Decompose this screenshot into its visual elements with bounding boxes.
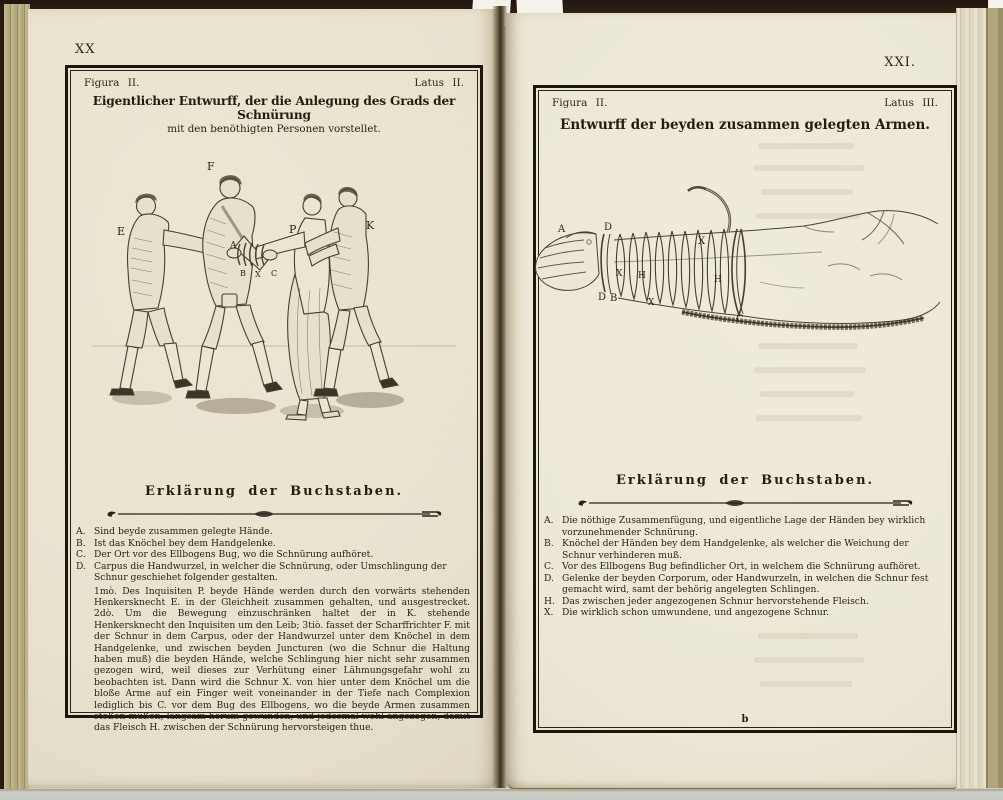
book-block-edge [986, 8, 1003, 788]
engraving-label: C [736, 314, 744, 325]
engraving-label: H [714, 275, 722, 285]
list-item [76, 561, 470, 584]
engraving-label: D [598, 292, 607, 303]
item-text: Vor des Ellbogens Bug befindlicher Ort, in welchem die Schnürung aufhöret. [562, 561, 921, 572]
page-frame [533, 85, 957, 733]
engraving-label: X [255, 270, 261, 279]
letter-explanations [544, 515, 944, 619]
list-item [76, 549, 470, 561]
item-text: Das zwischen jeder angezogenen Schnur hervorstehende Fleisch. [562, 595, 869, 607]
list-item [544, 573, 944, 596]
right-page [506, 13, 956, 790]
engraving-label: E [117, 225, 126, 238]
item-letter: A. [76, 526, 86, 537]
engraving-label: X [616, 269, 623, 279]
item-letter: B. [76, 537, 86, 549]
table-surface [0, 789, 1003, 800]
engraving-label: B [610, 293, 618, 304]
engraving-four-figures-svg [84, 148, 464, 448]
page-number: XX [75, 42, 96, 57]
explanation-heading: Erklärung der Buchstaben. [144, 484, 404, 499]
engraving-label: X [698, 236, 706, 247]
list-item [544, 596, 944, 608]
engraving-label: F [207, 160, 215, 173]
plate-title: Eigentlicher Entwurff, der die Anlegung des Grads der Schnürung [92, 94, 456, 122]
signature-mark: b [741, 714, 749, 725]
item-text: Knöchel der Händen bey dem Handgelenke, als welcher die Weichung der Schnur verhinderen muß. [562, 538, 909, 561]
item-text: Die nöthige Zusammenfügung, und eigentliche Lage der Händen bey wirklich vorzunehmender Schnürung. [562, 515, 926, 538]
item-letter: C. [544, 561, 554, 572]
engraving-label: H [638, 271, 646, 281]
list-item [544, 607, 944, 619]
ornamental-rule [104, 505, 444, 517]
clasped-hands [536, 232, 599, 290]
engraving-label: A [230, 241, 237, 251]
list-item [76, 526, 470, 538]
right-page-edges [956, 8, 1003, 788]
engraving-label: X [648, 298, 655, 308]
item-text: Carpus die Handwurzel, in welcher die Schnürung, oder Umschlingung der Schnur geschiehet folgender gestalten. [94, 560, 447, 583]
item-letter: A. [544, 515, 554, 526]
engraving-label: D [604, 222, 613, 233]
item-letter: D. [544, 572, 554, 584]
engraving-four-figures [84, 148, 464, 448]
item-letter: D. [76, 560, 86, 572]
item-text: Die wirklich schon umwundene, und angezogene Schnur. [562, 607, 830, 618]
left-page-edges [0, 4, 30, 790]
item-text: Gelenke der beyden Corporum, oder Handwurzeln, in welchen die Schnur fest gemacht wird, samt der behörig angelegten Schlingen. [562, 572, 929, 595]
figura-label: Figura II. [552, 97, 608, 109]
item-text: Der Ort vor des Ellbogens Bug, wo die Schnürung aufhöret. [94, 549, 374, 560]
engraving-bound-arms-svg [530, 182, 954, 402]
ornamental-rule [575, 494, 915, 506]
figure-executioner-F [186, 176, 282, 398]
engraving-label: K [366, 219, 375, 232]
plate-title: Entwurff der beyden zusammen gelegten Armen. [560, 117, 930, 133]
left-page [28, 9, 498, 788]
letter-explanations [76, 526, 470, 584]
list-item [76, 538, 470, 550]
engraving-label: C [271, 269, 278, 278]
list-item [544, 538, 944, 561]
plate-subtitle: mit den benöthigten Personen vorstellet. [167, 123, 381, 135]
item-letter: X. [544, 607, 554, 618]
list-item [544, 515, 944, 538]
explanation-heading: Erklärung der Buchstaben. [615, 473, 875, 488]
list-item [544, 561, 944, 573]
engraving-label: B [240, 269, 246, 278]
item-letter: H. [544, 595, 555, 607]
page-frame [65, 65, 483, 734]
item-letter: B. [544, 538, 554, 549]
item-text: Ist das Knöchel bey dem Handgelenke. [94, 537, 276, 549]
engraving-bound-arms [530, 182, 954, 402]
item-letter: C. [76, 549, 86, 560]
latus-label: Latus III. [884, 97, 938, 109]
item-text: Sind beyde zusammen gelegte Hände. [94, 526, 273, 537]
figura-label: Figura II. [84, 77, 140, 89]
engraving-label: A [558, 224, 566, 235]
cord-wrappings [601, 229, 745, 315]
engraving-label: P [289, 223, 297, 236]
page-number: XXI. [884, 55, 916, 70]
loose-cord-end [688, 187, 730, 232]
latus-label: Latus II. [414, 77, 464, 89]
explanation-paragraph: 1mò. Des Inquisiten P. beyde Hände werden durch den vorwärts stehenden Henkersknecht E. in der Gleichheit zusammen gehalten, und ausgestrecket. 2dò. Um die Bewegung einzuschränken haltet der in K. stehende Henkersknecht den Inquisiten um den Leib; 3tiò. fasset der Scharffrichter F. mit der Schnur in dem Carpus, oder der Handwurzel unter dem Knöchel in dem Handgelenke, und zwischen beyden Juncturen (wo die Schnur die Haltung haben muß) die beyden Hände, welche Schlingung hier nicht sehr zusammen gezogen wird, weil dieses zur Verhütung einer Lähmungsgefahr wohl zu beobachten ist. Dann wird die Schnur X. von hier unter dem Knöchel um die bloße Arme auf ein Finger weit voneinander in der Tiefe nach Complexion lediglich bis C. vor dem Bug des Ellbogens, wo die beyde Armen zusammen stoßen müßen, langsam herum gewunden, und jedesmal wohl angezogen, damit das Fleisch H. zwischen der Schnürung hervorsteigen thue. [94, 585, 470, 734]
